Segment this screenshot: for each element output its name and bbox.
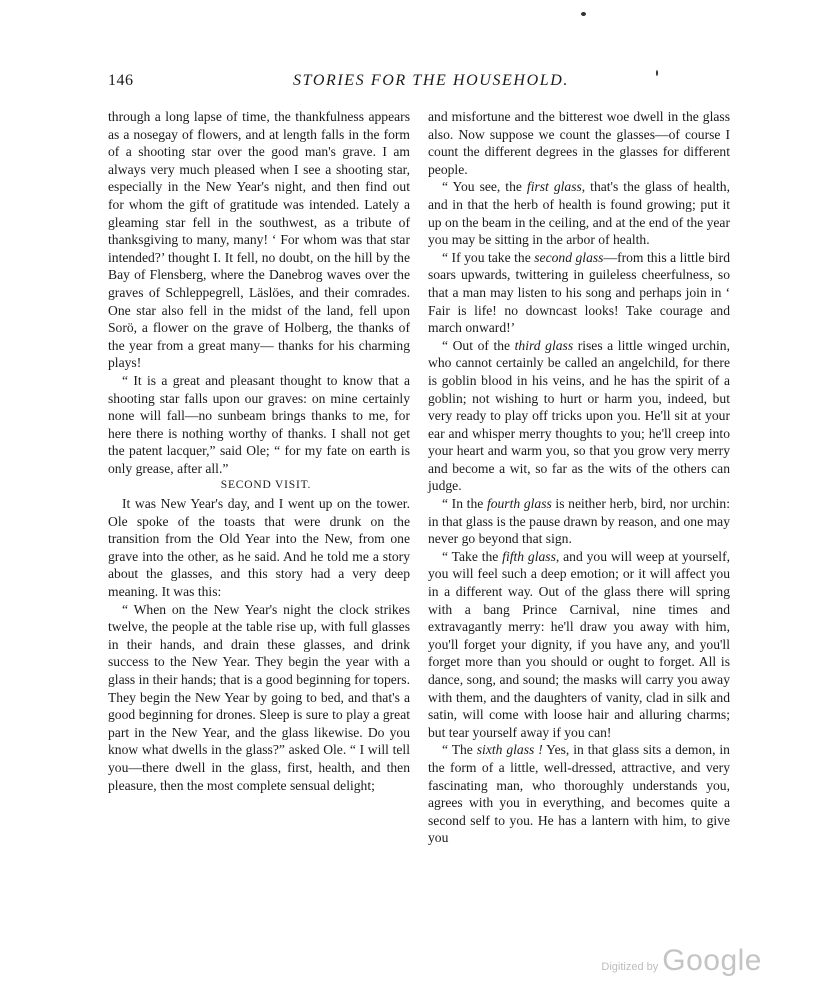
emphasis: third glass bbox=[514, 337, 574, 353]
emphasis: second glass bbox=[534, 249, 604, 265]
section-heading: SECOND VISIT. bbox=[220, 479, 312, 492]
paragraph bbox=[428, 249, 730, 337]
text-run: “ Out of the bbox=[442, 337, 515, 353]
emphasis: first glass bbox=[526, 179, 582, 195]
emphasis: sixth glass ! bbox=[476, 742, 543, 758]
paragraph bbox=[428, 495, 730, 548]
paragraph: “ When on the New Year's night the clock strikes twelve, the people at the table rise up, with full glasses in their hands, and drain these glasses, and drink success to the New Year. They begin the year with a glass in their hands; that is a good beginning for topers. They begin the New Year by going to bed, and that's a good beginning for drones. Sleep is sure to play a great part in the New Year, and the glass likewise. Do you know what dwells in the glass?” asked Ole. “ I will tell you—there dwell in the glass, first, health, and then pleasure, then the most complete sensual delight; bbox=[108, 601, 410, 793]
left-column bbox=[108, 108, 410, 794]
paragraph bbox=[428, 337, 730, 495]
paragraph bbox=[428, 741, 730, 847]
watermark-prefix: Digitized by bbox=[601, 961, 659, 973]
emphasis: fifth glass bbox=[502, 548, 556, 564]
paragraph: It was New Year's day, and I went up on the tower. Ole spoke of the toasts that were drunk on the transition from the Old Year into the New, from one grave into the other, as he said. And he told me a story about the glasses, and this story had a very deep meaning. It was this: bbox=[108, 496, 410, 600]
text-run: , that's the glass of health, and in that the herb of health is found growing; put it up on the beam in the ceiling, and at the end of the year you may be sitting in the arbor of health. bbox=[428, 179, 730, 248]
paragraph: and misfortune and the bitterest woe dwell in the glass also. Now suppose we count the glasses—of course I count the different degrees in the glasses for different people. bbox=[428, 109, 730, 177]
text-run: “ You see, the bbox=[442, 179, 527, 195]
text-run: “ Take the bbox=[442, 548, 503, 564]
text-run: Yes, in that glass sits a demon, in the form of a little, well-dressed, attractive, and very fascinating man, who thoroughly understands you, agrees with you in everything, and becomes quite a second self to you. He has a lantern with him, to give you bbox=[428, 742, 730, 846]
text-run: is neither herb, bird, nor urchin: in that glass is the pause drawn by reason, and one may never go beyond that sign. bbox=[428, 496, 730, 547]
paragraph: “ It is a great and pleasant thought to know that a shooting star falls upon our graves: on mine certainly none will fall—no sunbeam brings thanks to me, for here there is nothing worthy of thanks. I shall not get the patent lacquer,” said Ole; “ for my fate on earth is only grease, after all.” bbox=[108, 372, 410, 476]
right-column bbox=[428, 108, 730, 847]
text-run: “ The bbox=[442, 742, 477, 758]
paragraph bbox=[428, 548, 730, 742]
page-number: 146 bbox=[108, 72, 134, 89]
running-title: STORIES FOR THE HOUSEHOLD. bbox=[293, 72, 569, 89]
ink-speck bbox=[581, 12, 586, 16]
paragraph: through a long lapse of time, the thankfulness appears as a nosegay of flowers, and at length falls in the form of a shooting star over the good man's grave. I am always very much pleased when I see a shooting star, especially in the New Year's night, and then find out for whom the gift of gratitude was intended. Lately a gleaming star fell in the southwest, as a tribute of thanksgiving to many, many! ‘ For whom was that star intended?’ thought I. It fell, no doubt, on the hill by the Bay of Flensberg, where the Danebrog waves over the graves of Schleppegrell, Läslöes, and their comrades. One star also fell in the midst of the land, fell upon Sorö, a flower on the grave of Holberg, the thanks of the year from a great many— thanks for his charming plays! bbox=[108, 109, 410, 371]
text-run: “ If you take the bbox=[442, 249, 535, 265]
text-run: , and you will weep at yourself, you will feel such a deep emotion; or it will affect you in a different way. Out of the glass there will spring with a bang Prince Carnival, nine times and extravagantly merry: he'll draw you away with him, you'll forget your dignity, if you have any, and you'll forget more than you should or ought to forget. All is dance, song, and sound; the masks will carry you away with them, and the daughters of vanity, clad in silk and satin, will come with loose hair and alluring charms; but tear yourself away if you can! bbox=[428, 548, 730, 740]
text-run: rises a little winged urchin, who cannot certainly be called an angelchild, for there is goblin blood in his veins, and he has the spirit of a goblin; not wishing to hurt or harm you, indeed, but very ready to play off tricks upon you. He'll sit at your ear and whisper merry thoughts to you; he'll creep into your heart and warm you, so that you grow very merry and become a wit, so far as the wits of the others can judge. bbox=[428, 337, 730, 494]
paragraph bbox=[428, 178, 730, 248]
emphasis: fourth glass bbox=[486, 496, 552, 512]
digitized-watermark bbox=[601, 944, 762, 978]
text-run: —from this a little bird soars upwards, twittering in guileless cheerfulness, so that a man may listen to his song and perhaps join in ‘ Fair is life! no downcast looks! Take courage and march onward!’ bbox=[428, 249, 730, 336]
google-logo: Google bbox=[662, 944, 762, 977]
text-run: “ In the bbox=[442, 496, 487, 512]
